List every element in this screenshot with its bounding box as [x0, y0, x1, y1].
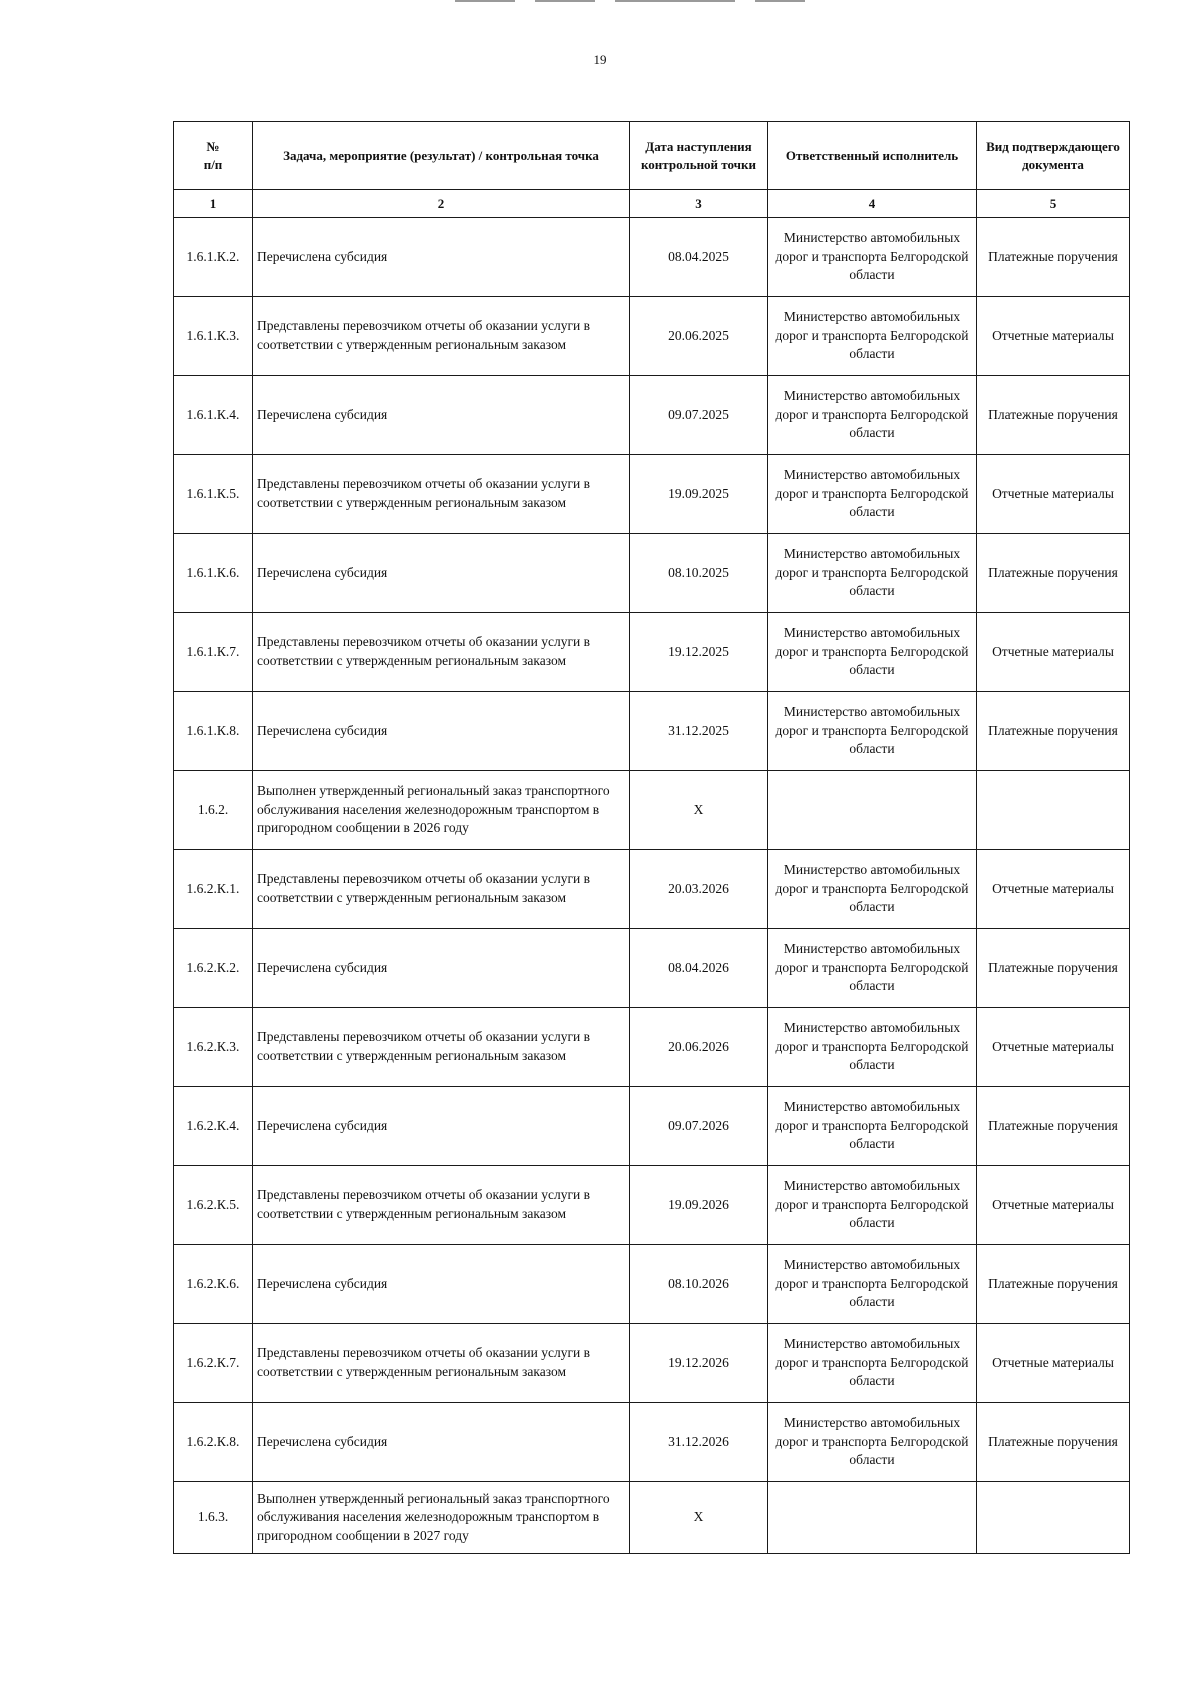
row-task: Перечислена субсидия — [253, 929, 630, 1008]
header-date: Дата наступления контрольной точки — [630, 122, 768, 190]
row-number: 1.6.1.К.3. — [174, 297, 253, 376]
row-task: Представлены перевозчиком отчеты об оказании услуги в соответствии с утвержденным региональным заказом — [253, 297, 630, 376]
row-date: 09.07.2025 — [630, 376, 768, 455]
column-number: 1 — [174, 190, 253, 218]
table-row — [174, 771, 1130, 850]
row-executor: Министерство автомобильных дорог и транспорта Белгородской области — [768, 613, 977, 692]
row-executor — [768, 771, 977, 850]
table-row — [174, 692, 1130, 771]
table-row — [174, 929, 1130, 1008]
table-row — [174, 1403, 1130, 1482]
row-document: Отчетные материалы — [977, 613, 1130, 692]
row-document: Платежные поручения — [977, 534, 1130, 613]
row-task: Представлены перевозчиком отчеты об оказании услуги в соответствии с утвержденным региональным заказом — [253, 455, 630, 534]
row-document: Платежные поручения — [977, 1403, 1130, 1482]
table-row — [174, 1482, 1130, 1554]
row-executor: Министерство автомобильных дорог и транспорта Белгородской области — [768, 850, 977, 929]
table-row — [174, 218, 1130, 297]
row-task: Выполнен утвержденный региональный заказ транспортного обслуживания населения железнодорожным транспортом в пригородном сообщении в 2027 году — [253, 1482, 630, 1554]
table-row — [174, 1008, 1130, 1087]
row-document: Платежные поручения — [977, 692, 1130, 771]
column-number: 4 — [768, 190, 977, 218]
row-date: 08.04.2025 — [630, 218, 768, 297]
row-document: Отчетные материалы — [977, 1324, 1130, 1403]
row-number: 1.6.2.К.5. — [174, 1166, 253, 1245]
scan-edge-line — [455, 0, 515, 2]
row-date: 08.04.2026 — [630, 929, 768, 1008]
row-number: 1.6.2.К.7. — [174, 1324, 253, 1403]
row-number: 1.6.2. — [174, 771, 253, 850]
row-task: Представлены перевозчиком отчеты об оказании услуги в соответствии с утвержденным региональным заказом — [253, 613, 630, 692]
row-executor: Министерство автомобильных дорог и транспорта Белгородской области — [768, 1166, 977, 1245]
row-executor: Министерство автомобильных дорог и транспорта Белгородской области — [768, 218, 977, 297]
row-document — [977, 1482, 1130, 1554]
row-executor: Министерство автомобильных дорог и транспорта Белгородской области — [768, 297, 977, 376]
row-number: 1.6.1.К.7. — [174, 613, 253, 692]
row-executor: Министерство автомобильных дорог и транспорта Белгородской области — [768, 376, 977, 455]
row-document: Платежные поручения — [977, 218, 1130, 297]
table-row — [174, 534, 1130, 613]
row-date: Х — [630, 771, 768, 850]
table-row — [174, 376, 1130, 455]
row-number: 1.6.2.К.3. — [174, 1008, 253, 1087]
header-task: Задача, мероприятие (результат) / контрольная точка — [253, 122, 630, 190]
row-number: 1.6.2.К.8. — [174, 1403, 253, 1482]
row-executor: Министерство автомобильных дорог и транспорта Белгородской области — [768, 1008, 977, 1087]
column-number: 5 — [977, 190, 1130, 218]
control-points-table — [173, 121, 1130, 1554]
row-date: Х — [630, 1482, 768, 1554]
row-executor: Министерство автомобильных дорог и транспорта Белгородской области — [768, 1403, 977, 1482]
row-date: 09.07.2026 — [630, 1087, 768, 1166]
row-date: 31.12.2026 — [630, 1403, 768, 1482]
row-date: 08.10.2026 — [630, 1245, 768, 1324]
table-row — [174, 1245, 1130, 1324]
row-executor: Министерство автомобильных дорог и транспорта Белгородской области — [768, 1087, 977, 1166]
row-number: 1.6.2.К.6. — [174, 1245, 253, 1324]
row-document: Отчетные материалы — [977, 1166, 1130, 1245]
row-task: Выполнен утвержденный региональный заказ транспортного обслуживания населения железнодорожным транспортом в пригородном сообщении в 2026 году — [253, 771, 630, 850]
row-task: Перечислена субсидия — [253, 218, 630, 297]
table-row — [174, 1324, 1130, 1403]
row-date: 20.03.2026 — [630, 850, 768, 929]
header-document: Вид подтверждающего документа — [977, 122, 1130, 190]
row-date: 19.12.2025 — [630, 613, 768, 692]
row-document: Отчетные материалы — [977, 455, 1130, 534]
column-number: 2 — [253, 190, 630, 218]
table-row — [174, 1087, 1130, 1166]
table-row — [174, 1166, 1130, 1245]
row-document: Отчетные материалы — [977, 297, 1130, 376]
row-document: Платежные поручения — [977, 929, 1130, 1008]
header-executor: Ответственный исполнитель — [768, 122, 977, 190]
scan-edge-line — [615, 0, 735, 2]
row-document: Платежные поручения — [977, 1087, 1130, 1166]
row-number: 1.6.2.К.1. — [174, 850, 253, 929]
scan-edge-line — [535, 0, 595, 2]
table-header-row — [174, 122, 1130, 190]
row-executor: Министерство автомобильных дорог и транспорта Белгородской области — [768, 929, 977, 1008]
table-body — [174, 218, 1130, 1554]
row-document: Платежные поручения — [977, 1245, 1130, 1324]
row-date: 20.06.2025 — [630, 297, 768, 376]
row-number: 1.6.2.К.2. — [174, 929, 253, 1008]
row-task: Перечислена субсидия — [253, 1087, 630, 1166]
row-executor: Министерство автомобильных дорог и транспорта Белгородской области — [768, 692, 977, 771]
row-number: 1.6.1.К.5. — [174, 455, 253, 534]
row-number: 1.6.1.К.4. — [174, 376, 253, 455]
row-task: Перечислена субсидия — [253, 692, 630, 771]
row-number: 1.6.2.К.4. — [174, 1087, 253, 1166]
row-task: Перечислена субсидия — [253, 534, 630, 613]
scan-edge-line — [755, 0, 805, 2]
row-document: Отчетные материалы — [977, 1008, 1130, 1087]
row-task: Представлены перевозчиком отчеты об оказании услуги в соответствии с утвержденным региональным заказом — [253, 1166, 630, 1245]
row-executor: Министерство автомобильных дорог и транспорта Белгородской области — [768, 1324, 977, 1403]
header-number: № п/п — [174, 122, 253, 190]
column-numbers-row — [174, 190, 1130, 218]
row-executor: Министерство автомобильных дорог и транспорта Белгородской области — [768, 534, 977, 613]
row-number: 1.6.3. — [174, 1482, 253, 1554]
row-number: 1.6.1.К.2. — [174, 218, 253, 297]
row-task: Перечислена субсидия — [253, 1245, 630, 1324]
row-task: Перечислена субсидия — [253, 376, 630, 455]
row-number: 1.6.1.К.8. — [174, 692, 253, 771]
row-task: Представлены перевозчиком отчеты об оказании услуги в соответствии с утвержденным региональным заказом — [253, 1324, 630, 1403]
row-date: 19.09.2025 — [630, 455, 768, 534]
row-task: Представлены перевозчиком отчеты об оказании услуги в соответствии с утвержденным региональным заказом — [253, 850, 630, 929]
page-number: 19 — [593, 52, 607, 67]
row-document: Отчетные материалы — [977, 850, 1130, 929]
row-document — [977, 771, 1130, 850]
row-date: 19.12.2026 — [630, 1324, 768, 1403]
row-executor — [768, 1482, 977, 1554]
row-date: 20.06.2026 — [630, 1008, 768, 1087]
table-row — [174, 455, 1130, 534]
table-row — [174, 850, 1130, 929]
row-task: Представлены перевозчиком отчеты об оказании услуги в соответствии с утвержденным региональным заказом — [253, 1008, 630, 1087]
column-number: 3 — [630, 190, 768, 218]
table-row — [174, 613, 1130, 692]
row-document: Платежные поручения — [977, 376, 1130, 455]
row-executor: Министерство автомобильных дорог и транспорта Белгородской области — [768, 1245, 977, 1324]
row-date: 19.09.2026 — [630, 1166, 768, 1245]
row-executor: Министерство автомобильных дорог и транспорта Белгородской области — [768, 455, 977, 534]
table-row — [174, 297, 1130, 376]
row-date: 31.12.2025 — [630, 692, 768, 771]
row-number: 1.6.1.К.6. — [174, 534, 253, 613]
row-task: Перечислена субсидия — [253, 1403, 630, 1482]
row-date: 08.10.2025 — [630, 534, 768, 613]
